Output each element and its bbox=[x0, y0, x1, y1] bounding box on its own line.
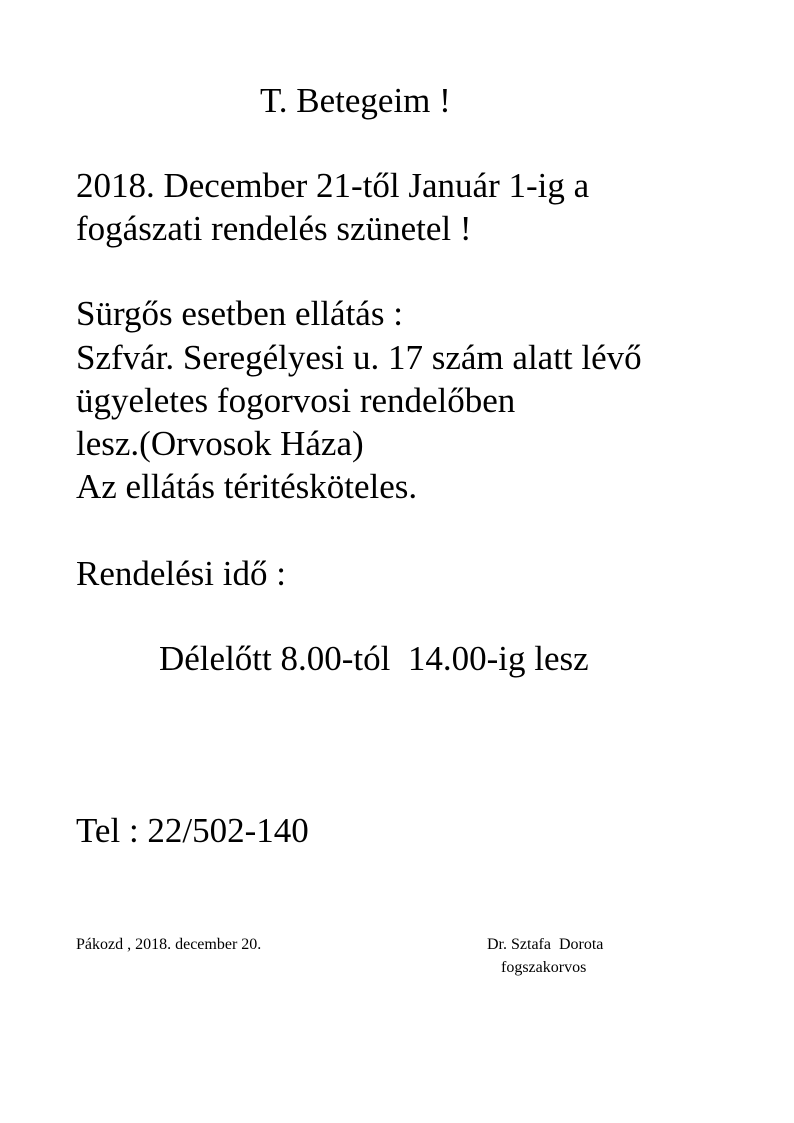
office-hours-value: Délelőtt 8.00-tól 14.00-ig lesz bbox=[159, 639, 589, 678]
urgent-care-line: lesz.(Orvosok Háza) bbox=[76, 424, 364, 463]
signature-title: fogszakorvos bbox=[501, 959, 587, 976]
urgent-care-line: Az ellátás téritésköteles. bbox=[76, 467, 418, 506]
office-hours-heading: Rendelési idő : bbox=[76, 554, 286, 593]
phone-number: Tel : 22/502-140 bbox=[76, 811, 309, 850]
signature-name: Dr. Sztafa Dorota bbox=[487, 936, 604, 953]
urgent-care-line: ügyeletes fogorvosi rendelőben bbox=[76, 381, 516, 420]
salutation: T. Betegeim ! bbox=[260, 81, 451, 120]
notice-line: fogászati rendelés szünetel ! bbox=[76, 209, 472, 248]
notice-line: 2018. December 21-től Január 1-ig a bbox=[76, 166, 590, 205]
place-and-date: Pákozd , 2018. december 20. bbox=[76, 936, 262, 953]
urgent-care-line: Szfvár. Seregélyesi u. 17 szám alatt lévő bbox=[76, 338, 642, 377]
urgent-care-heading: Sürgős esetben ellátás : bbox=[76, 294, 403, 333]
